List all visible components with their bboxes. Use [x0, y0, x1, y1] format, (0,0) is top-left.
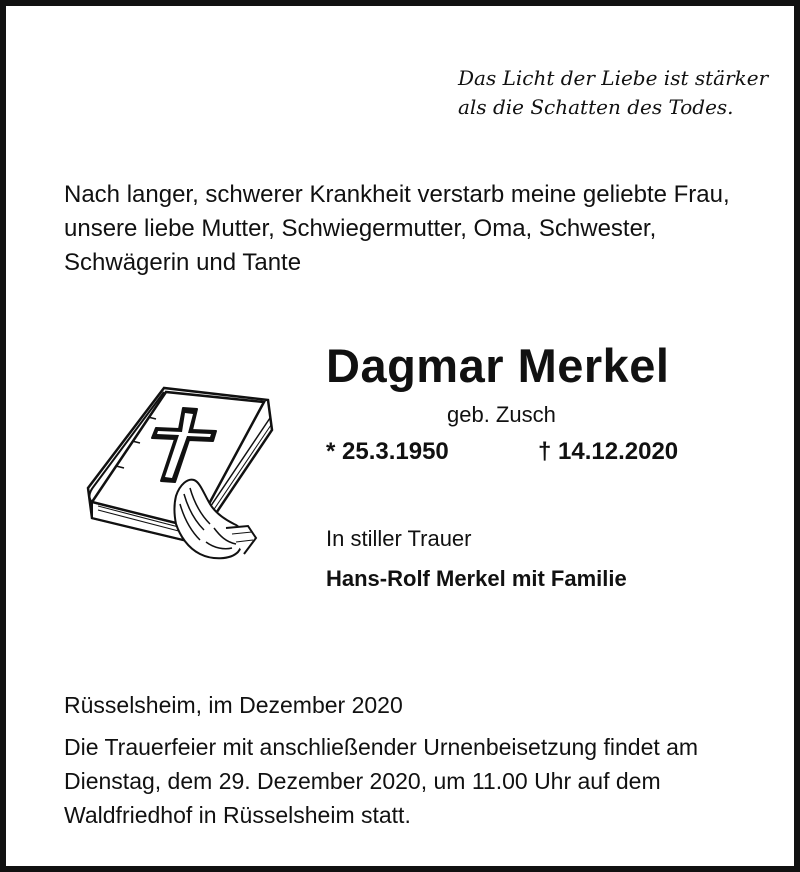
funeral-notice-line-1: Die Trauerfeier mit anschließender Urnenbeisetzung findet am [64, 734, 699, 760]
birth-date: * 25.3.1950 [326, 438, 449, 465]
intro-line-2: unsere liebe Mutter, Schwiegermutter, Oma, Schwester, [64, 215, 657, 242]
maiden-name: geb. Zusch [447, 402, 556, 427]
mourning-phrase: In stiller Trauer [326, 526, 472, 551]
intro-text [64, 178, 784, 280]
place-and-date: Rüsselsheim, im Dezember 2020 [64, 692, 403, 718]
deceased-name: Dagmar Merkel [326, 339, 670, 392]
death-date: † 14.12.2020 [538, 438, 679, 465]
motto-line-1: Das Licht der Liebe ist stärker [458, 66, 769, 90]
mourning-family: Hans-Rolf Merkel mit Familie [326, 566, 627, 591]
funeral-notice-line-3: Waldfriedhof in Rüsselsheim statt. [64, 802, 411, 828]
bible-with-cross-and-praying-hands-icon [76, 378, 286, 578]
motto-quote [458, 64, 788, 122]
funeral-notice [64, 730, 784, 832]
intro-line-1: Nach langer, schwerer Krankheit verstarb meine geliebte Frau, [64, 181, 730, 208]
intro-line-3: Schwägerin und Tante [64, 249, 302, 276]
funeral-notice-line-2: Dienstag, dem 29. Dezember 2020, um 11.00 Uhr auf dem [64, 768, 661, 794]
motto-line-2: als die Schatten des Todes. [458, 95, 734, 119]
